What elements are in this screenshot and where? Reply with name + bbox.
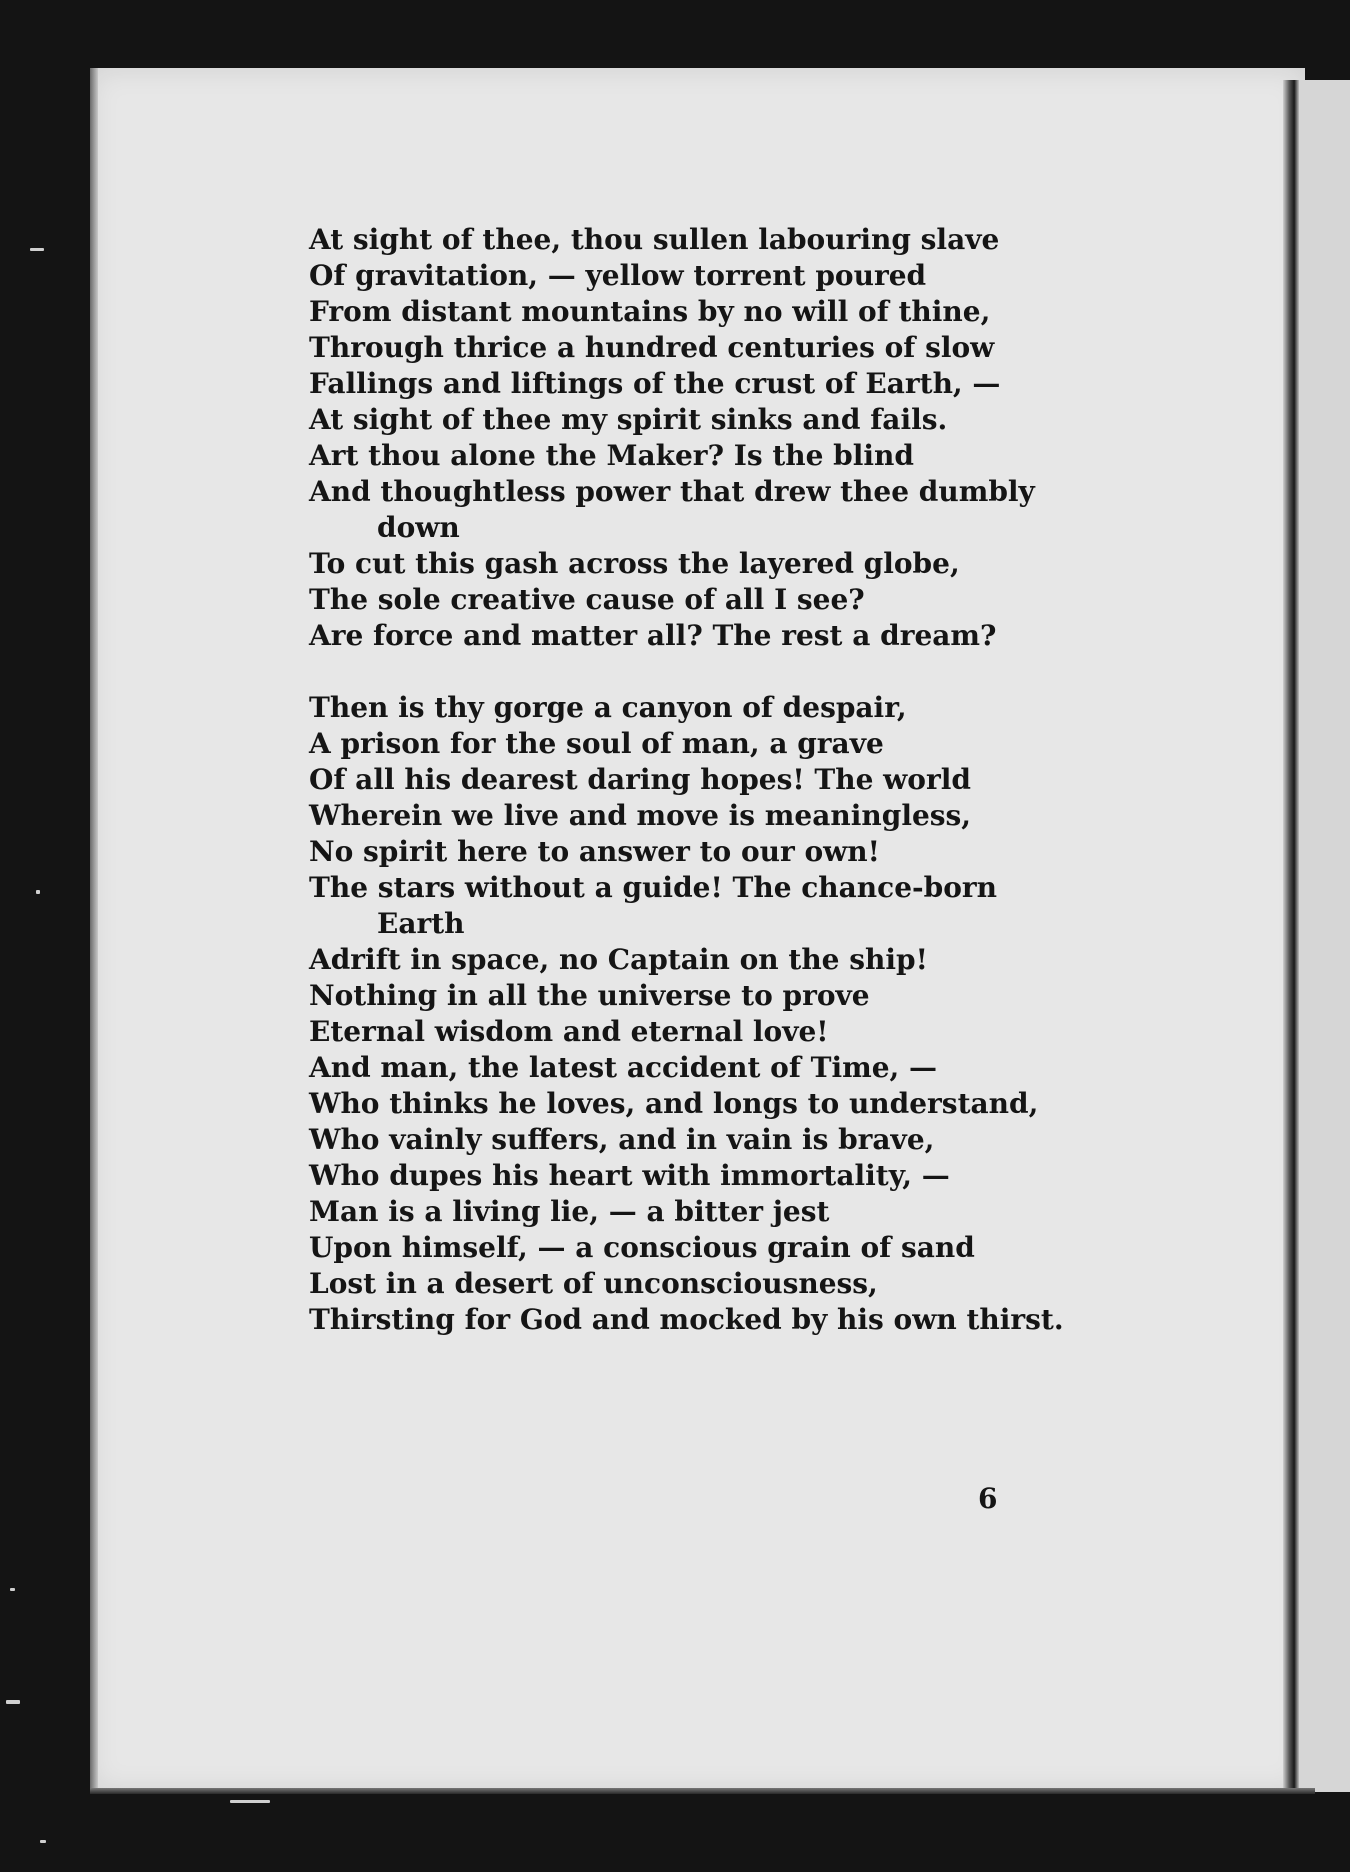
poem-line: The sole creative cause of all I see? [309,583,865,616]
poem-line: Who vainly suffers, and in vain is brave, [309,1123,935,1156]
poem-line: Who thinks he loves, and longs to understand, [309,1087,1039,1120]
poem-line: Through thrice a hundred centuries of slow [309,331,995,364]
facing-page-strip [1299,80,1350,1792]
scan-speck [230,1800,270,1803]
poem-line: At sight of thee my spirit sinks and fails. [309,403,948,436]
page-number: 6 [978,1482,998,1515]
poem-line: Lost in a desert of unconsciousness, [309,1267,878,1300]
stanza-break [309,654,1069,690]
poem-line: And man, the latest accident of Time, — [309,1051,938,1084]
poem-line: And thoughtless power that drew thee dumbly [309,475,1035,508]
poem-line: Nothing in all the universe to prove [309,979,870,1012]
poem-line: Upon himself, — a conscious grain of sand [309,1231,975,1264]
poem-line: A prison for the soul of man, a grave [309,727,884,760]
scan-speck [40,1840,46,1843]
poem-line: Are force and matter all? The rest a dream? [309,619,997,652]
poem-line: Man is a living lie, — a bitter jest [309,1195,830,1228]
poem-line: From distant mountains by no will of thine, [309,295,991,328]
scan-speck [36,890,40,894]
scan-speck [10,1588,15,1591]
scan-speck [6,1700,20,1704]
poem-line: Fallings and liftings of the crust of Earth, — [309,367,1001,400]
poem-line: Art thou alone the Maker? Is the blind [309,439,914,472]
poem-line: Wherein we live and move is meaningless, [309,799,972,832]
scan-speck [30,248,44,251]
page-right-edge [1283,80,1299,1790]
page-bottom-edge [90,1788,1315,1794]
poem-line: Eternal wisdom and eternal love! [309,1015,829,1048]
poem-line-continuation: Earth [377,907,465,940]
poem-line: Of all his dearest daring hopes! The world [309,763,971,796]
poem-line: Then is thy gorge a canyon of despair, [309,691,907,724]
poem-line-continuation: down [377,511,460,544]
poem-line: To cut this gash across the layered globe, [309,547,960,580]
page-left-edge [90,68,98,1792]
poem-text [309,222,1069,1338]
poem-line: At sight of thee, thou sullen labouring slave [309,223,1000,256]
poem-line: The stars without a guide! The chance-born [309,871,998,904]
poem-line: Adrift in space, no Captain on the ship! [309,943,928,976]
poem-line: Who dupes his heart with immortality, — [309,1159,950,1192]
poem-line: Thirsting for God and mocked by his own thirst. [309,1303,1064,1336]
poem-line: Of gravitation, — yellow torrent poured [309,259,927,292]
poem-line: No spirit here to answer to our own! [309,835,880,868]
